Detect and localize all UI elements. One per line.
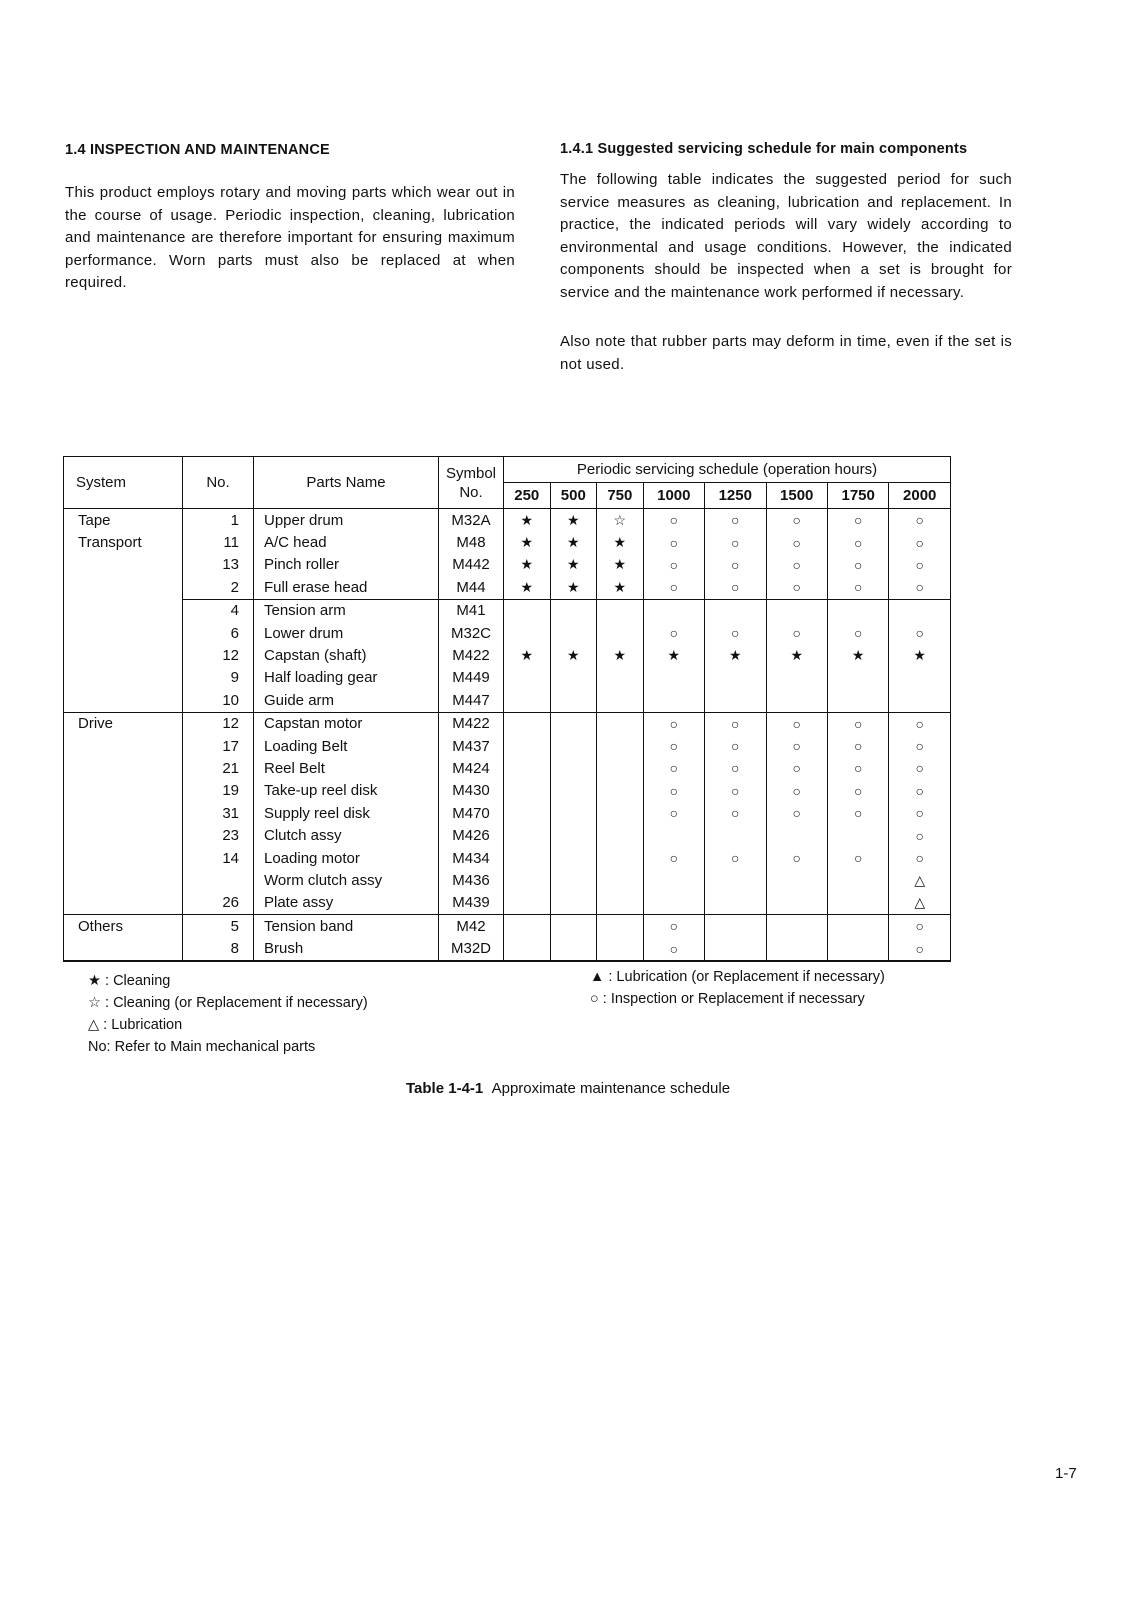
symbol-cell: M447 [439,689,504,712]
schedule-mark-cell [766,689,827,712]
header-hours-1000: 1000 [643,483,704,509]
schedule-mark-cell: ★ [504,576,551,599]
part-number-cell: 12 [183,644,254,666]
table-row [64,847,951,869]
schedule-mark-cell [766,892,827,915]
schedule-mark-cell [827,599,888,622]
schedule-mark-cell [827,937,888,960]
part-number-cell: 23 [183,824,254,846]
schedule-mark-cell: ○ [766,780,827,802]
schedule-mark-cell: ★ [597,531,644,553]
schedule-mark-cell: ★ [550,531,597,553]
schedule-mark-cell: ○ [766,735,827,757]
system-cell [64,757,183,779]
schedule-mark-cell: ○ [705,712,766,735]
table-row [64,712,951,735]
part-number-cell: 9 [183,667,254,689]
symbol-cell: M48 [439,531,504,553]
schedule-mark-cell: ○ [889,712,951,735]
schedule-mark-cell: ★ [550,644,597,666]
schedule-mark-cell [550,780,597,802]
part-number-cell: 19 [183,780,254,802]
maintenance-schedule-table [63,456,951,962]
system-cell: Others [64,915,183,938]
schedule-mark-cell [597,667,644,689]
symbol-cell: M41 [439,599,504,622]
table-row [64,802,951,824]
table-row [64,576,951,599]
part-number-cell: 10 [183,689,254,712]
system-cell [64,780,183,802]
part-name-cell: Pinch roller [254,554,439,576]
part-number-cell: 31 [183,802,254,824]
schedule-mark-cell: ○ [766,802,827,824]
schedule-mark-cell [504,689,551,712]
system-cell: Transport [64,531,183,553]
symbol-cell: M42 [439,915,504,938]
system-cell [64,554,183,576]
subsection-heading: 1.4.1 Suggested servicing schedule for main components [560,141,968,157]
schedule-mark-cell: ○ [766,509,827,532]
part-number-cell: 2 [183,576,254,599]
schedule-mark-cell [504,780,551,802]
schedule-mark-cell: ○ [827,554,888,576]
schedule-mark-cell: ○ [643,757,704,779]
schedule-mark-cell: ○ [705,802,766,824]
system-cell [64,644,183,666]
schedule-mark-cell [550,892,597,915]
symbol-cell: M430 [439,780,504,802]
schedule-mark-cell [597,712,644,735]
part-name-cell: Tension arm [254,599,439,622]
schedule-mark-cell: ○ [766,712,827,735]
schedule-mark-cell: ○ [766,576,827,599]
symbol-cell: M426 [439,824,504,846]
schedule-mark-cell: ★ [643,644,704,666]
symbol-cell: M442 [439,554,504,576]
schedule-mark-cell [705,915,766,938]
schedule-mark-cell [889,667,951,689]
schedule-mark-cell: ○ [705,576,766,599]
header-schedule: Periodic servicing schedule (operation hours) [504,457,951,483]
schedule-mark-cell [766,915,827,938]
schedule-mark-cell: ○ [705,757,766,779]
system-cell [64,869,183,891]
schedule-mark-cell [504,735,551,757]
part-number-cell: 21 [183,757,254,779]
schedule-mark-cell [643,869,704,891]
schedule-mark-cell [550,847,597,869]
schedule-mark-cell: ○ [643,509,704,532]
schedule-mark-cell: ○ [889,802,951,824]
schedule-mark-cell: ★ [504,644,551,666]
schedule-mark-cell: ○ [889,824,951,846]
table-row [64,780,951,802]
system-cell: Drive [64,712,183,735]
symbol-cell: M32A [439,509,504,532]
schedule-mark-cell: ○ [889,757,951,779]
system-cell [64,802,183,824]
header-hours-2000: 2000 [889,483,951,509]
schedule-mark-cell: ○ [643,937,704,960]
legend-right [590,966,885,1010]
schedule-mark-cell [643,667,704,689]
schedule-mark-cell [597,802,644,824]
schedule-mark-cell: ○ [827,735,888,757]
legend-no-reference: No: Refer to Main mechanical parts [88,1039,316,1055]
part-name-cell: Loading motor [254,847,439,869]
symbol-cell: M449 [439,667,504,689]
schedule-mark-cell: ○ [889,554,951,576]
part-name-cell: Full erase head [254,576,439,599]
schedule-mark-cell: ○ [827,622,888,644]
page-number: 1-7 [1055,1465,1077,1482]
part-number-cell [183,869,254,891]
schedule-mark-cell [550,712,597,735]
schedule-mark-cell [504,847,551,869]
table-row [64,622,951,644]
schedule-mark-cell [597,735,644,757]
schedule-mark-cell: ○ [889,735,951,757]
symbol-cell: M44 [439,576,504,599]
schedule-mark-cell [827,689,888,712]
schedule-mark-cell: ○ [766,757,827,779]
header-system: System [64,457,183,509]
table-row [64,915,951,938]
part-name-cell: Worm clutch assy [254,869,439,891]
part-number-cell: 5 [183,915,254,938]
schedule-mark-cell [705,937,766,960]
schedule-mark-cell [889,599,951,622]
schedule-mark-cell: ○ [889,915,951,938]
part-number-cell: 1 [183,509,254,532]
system-cell [64,892,183,915]
schedule-mark-cell: ○ [705,735,766,757]
schedule-mark-cell [550,824,597,846]
table-row [64,667,951,689]
schedule-mark-cell [597,757,644,779]
part-name-cell: Capstan motor [254,712,439,735]
schedule-mark-cell: ★ [504,509,551,532]
system-cell [64,599,183,622]
schedule-mark-cell [766,667,827,689]
schedule-mark-cell [827,824,888,846]
schedule-mark-cell [705,892,766,915]
schedule-mark-cell: ★ [597,644,644,666]
system-cell [64,667,183,689]
schedule-mark-cell [550,937,597,960]
header-hours-750: 750 [597,483,644,509]
part-name-cell: Clutch assy [254,824,439,846]
table-row [64,869,951,891]
schedule-mark-cell: ★ [827,644,888,666]
schedule-mark-cell [550,689,597,712]
table-row [64,689,951,712]
intro-paragraph: This product employs rotary and moving parts which wear out in the course of usage. Periodic inspection, cleaning, lubrication and maintenance are therefore important for ensuring maximum performance. Worn parts must also be replaced at when required. [65,184,515,291]
schedule-mark-cell [550,735,597,757]
schedule-mark-cell: ○ [643,735,704,757]
legend-cleaning-replacement: ☆ : Cleaning (or Replacement if necessary) [88,995,368,1011]
part-number-cell: 11 [183,531,254,553]
schedule-mark-cell [550,667,597,689]
schedule-mark-cell: ○ [643,622,704,644]
part-number-cell: 6 [183,622,254,644]
part-name-cell: Half loading gear [254,667,439,689]
schedule-mark-cell: ○ [827,576,888,599]
schedule-mark-cell [550,915,597,938]
part-name-cell: A/C head [254,531,439,553]
schedule-mark-cell [597,937,644,960]
schedule-mark-cell: ○ [766,554,827,576]
legend-cleaning: ★ : Cleaning [88,973,171,989]
schedule-mark-cell [643,824,704,846]
schedule-mark-cell: ○ [643,576,704,599]
part-name-cell: Upper drum [254,509,439,532]
table-row [64,599,951,622]
schedule-mark-cell: ○ [827,802,888,824]
schedule-mark-cell [550,622,597,644]
schedule-mark-cell: ○ [705,780,766,802]
schedule-mark-cell: ○ [889,847,951,869]
schedule-mark-cell: ○ [766,531,827,553]
table-row [64,644,951,666]
schedule-mark-cell [504,937,551,960]
schedule-mark-cell [827,892,888,915]
schedule-mark-cell [597,599,644,622]
header-hours-250: 250 [504,483,551,509]
table-row [64,757,951,779]
schedule-mark-cell: ○ [705,847,766,869]
schedule-mark-cell: ○ [643,915,704,938]
legend-left [88,970,368,1058]
schedule-mark-cell [504,757,551,779]
system-cell [64,824,183,846]
caption-label: Table 1-4-1 [406,1080,484,1097]
table-row [64,509,951,532]
schedule-mark-cell: ☆ [597,509,644,532]
rubber-note-paragraph: Also note that rubber parts may deform in time, even if the set is not used. [560,333,1012,373]
part-number-cell: 12 [183,712,254,735]
schedule-mark-cell [766,824,827,846]
table-row [64,554,951,576]
symbol-cell: M439 [439,892,504,915]
caption-text: Approximate maintenance schedule [491,1080,731,1097]
schedule-mark-cell [597,847,644,869]
schedule-mark-cell [597,892,644,915]
part-number-cell: 17 [183,735,254,757]
symbol-cell: M470 [439,802,504,824]
table-row [64,937,951,960]
part-name-cell: Supply reel disk [254,802,439,824]
schedule-mark-cell: ○ [705,622,766,644]
schedule-mark-cell: ★ [550,576,597,599]
symbol-cell: M422 [439,644,504,666]
system-cell [64,689,183,712]
schedule-mark-cell: ★ [550,509,597,532]
part-number-cell: 4 [183,599,254,622]
part-number-cell: 13 [183,554,254,576]
part-name-cell: Plate assy [254,892,439,915]
system-cell [64,735,183,757]
schedule-mark-cell: ★ [597,554,644,576]
schedule-mark-cell [504,712,551,735]
part-number-cell: 14 [183,847,254,869]
schedule-mark-cell [597,622,644,644]
schedule-mark-cell [597,780,644,802]
header-hours-1500: 1500 [766,483,827,509]
schedule-mark-cell [597,689,644,712]
schedule-mark-cell [597,869,644,891]
schedule-mark-cell [889,689,951,712]
part-name-cell: Capstan (shaft) [254,644,439,666]
schedule-mark-cell: ○ [705,531,766,553]
legend-inspection: ○ : Inspection or Replacement if necessary [590,991,865,1007]
schedule-mark-cell: ○ [705,554,766,576]
part-number-cell: 8 [183,937,254,960]
part-name-cell: Reel Belt [254,757,439,779]
header-no: No. [183,457,254,509]
part-name-cell: Loading Belt [254,735,439,757]
system-cell [64,576,183,599]
schedule-mark-cell [827,667,888,689]
schedule-mark-cell: ○ [827,509,888,532]
schedule-mark-cell [766,937,827,960]
header-hours-500: 500 [550,483,597,509]
symbol-cell: M422 [439,712,504,735]
symbol-cell: M436 [439,869,504,891]
schedule-mark-cell: ○ [827,757,888,779]
schedule-mark-cell [504,869,551,891]
table-caption [406,1080,730,1097]
schedule-mark-cell: ○ [827,847,888,869]
schedule-mark-cell: △ [889,869,951,891]
header-symbol: Symbol No. [439,457,504,509]
schedule-mark-cell [643,689,704,712]
symbol-cell: M32C [439,622,504,644]
section-heading: 1.4 INSPECTION AND MAINTENANCE [65,142,330,158]
symbol-cell: M424 [439,757,504,779]
schedule-mark-cell: ○ [643,531,704,553]
schedule-mark-cell: ★ [597,576,644,599]
schedule-mark-cell [504,599,551,622]
schedule-mark-cell [766,869,827,891]
schedule-mark-cell [504,824,551,846]
symbol-cell: M434 [439,847,504,869]
schedule-mark-cell: ★ [504,531,551,553]
schedule-mark-cell [705,689,766,712]
schedule-mark-cell: ○ [766,622,827,644]
part-name-cell: Guide arm [254,689,439,712]
system-cell: Tape [64,509,183,532]
schedule-mark-cell [827,869,888,891]
symbol-cell: M437 [439,735,504,757]
schedule-mark-cell: ○ [643,780,704,802]
part-name-cell: Lower drum [254,622,439,644]
schedule-mark-cell: ★ [504,554,551,576]
schedule-mark-cell: ★ [889,644,951,666]
schedule-mark-cell [705,869,766,891]
part-name-cell: Brush [254,937,439,960]
schedule-paragraph: The following table indicates the suggested period for such service measures as cleaning, lubrication and replacement. In practice, the indicated periods will vary widely according to environmental and usage conditions. However, the indicated components should be inspected when a set is brought for service and the maintenance work performed if necessary. [560,171,1012,301]
part-name-cell: Tension band [254,915,439,938]
header-parts-name: Parts Name [254,457,439,509]
legend-lubrication-replacement: ▲ : Lubrication (or Replacement if necessary) [590,969,885,985]
schedule-mark-cell [504,802,551,824]
schedule-mark-cell: ○ [643,847,704,869]
schedule-mark-cell: ○ [827,712,888,735]
schedule-mark-cell [504,915,551,938]
header-hours-1250: 1250 [705,483,766,509]
schedule-mark-cell: ○ [827,531,888,553]
schedule-mark-cell [643,599,704,622]
schedule-mark-cell: △ [889,892,951,915]
table-row [64,892,951,915]
table-row [64,735,951,757]
schedule-mark-cell: ○ [889,622,951,644]
schedule-mark-cell: ○ [827,780,888,802]
schedule-mark-cell: ○ [889,780,951,802]
part-number-cell: 26 [183,892,254,915]
system-cell [64,937,183,960]
schedule-mark-cell: ○ [643,712,704,735]
schedule-mark-cell: ○ [643,554,704,576]
schedule-mark-cell [550,599,597,622]
part-name-cell: Take-up reel disk [254,780,439,802]
schedule-mark-cell [550,802,597,824]
schedule-mark-cell [597,824,644,846]
system-cell [64,847,183,869]
schedule-mark-cell: ★ [766,644,827,666]
schedule-mark-cell: ○ [643,802,704,824]
schedule-mark-cell [766,599,827,622]
schedule-mark-cell [550,757,597,779]
schedule-mark-cell [597,915,644,938]
schedule-mark-cell [705,599,766,622]
table-row [64,531,951,553]
header-hours-1750: 1750 [827,483,888,509]
schedule-mark-cell [643,892,704,915]
schedule-mark-cell: ★ [705,644,766,666]
schedule-mark-cell: ○ [889,509,951,532]
schedule-mark-cell: ○ [766,847,827,869]
system-cell [64,622,183,644]
schedule-mark-cell [705,667,766,689]
table-row [64,824,951,846]
schedule-mark-cell [827,915,888,938]
legend-lubrication: △ : Lubrication [88,1017,183,1033]
schedule-mark-cell [504,667,551,689]
schedule-mark-cell: ○ [889,531,951,553]
symbol-cell: M32D [439,937,504,960]
schedule-mark-cell: ○ [705,509,766,532]
schedule-mark-cell [504,622,551,644]
schedule-mark-cell: ○ [889,576,951,599]
schedule-mark-cell [705,824,766,846]
schedule-mark-cell: ○ [889,937,951,960]
schedule-mark-cell [550,869,597,891]
schedule-mark-cell: ★ [550,554,597,576]
schedule-mark-cell [504,892,551,915]
